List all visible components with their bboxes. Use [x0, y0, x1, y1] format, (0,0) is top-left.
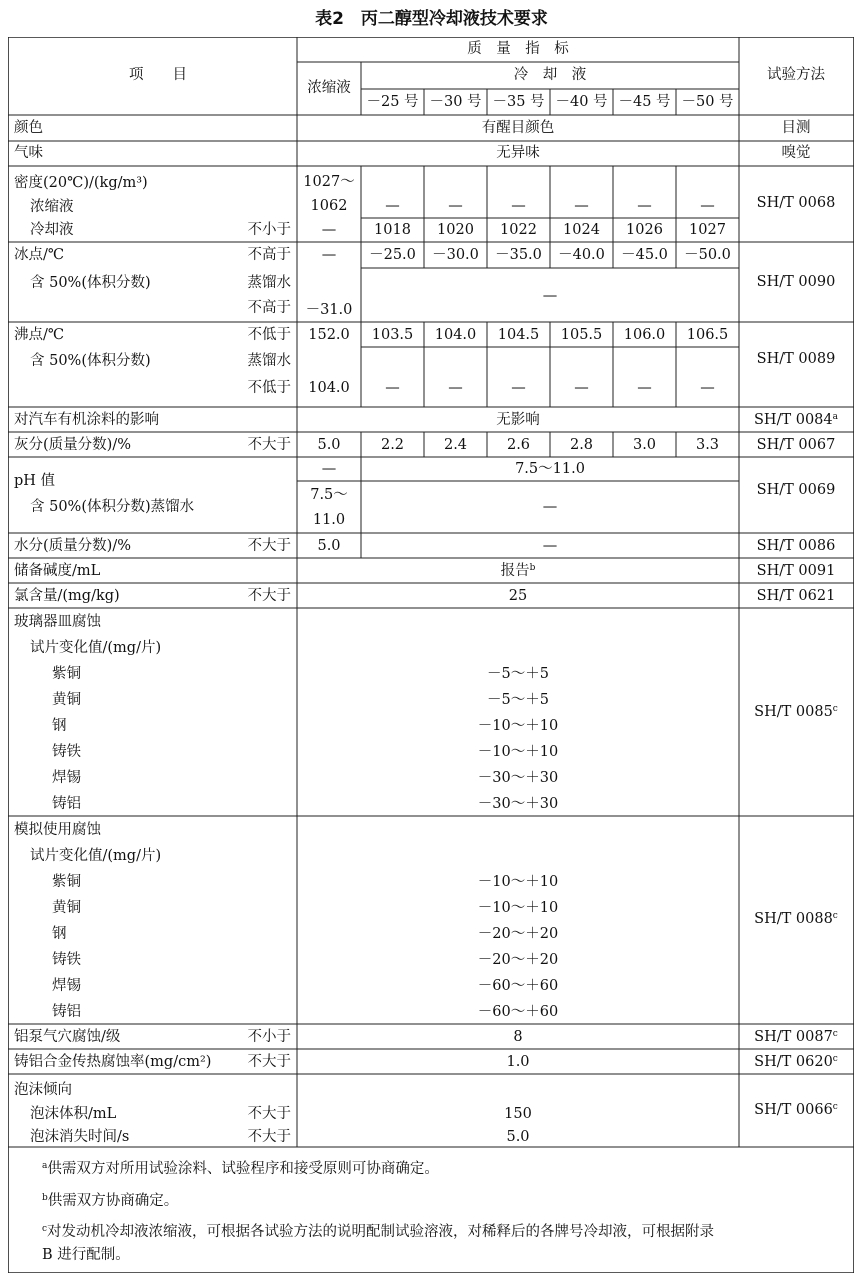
cell-value: 104.0 — [308, 380, 350, 396]
row-label: 氯含量/(mg/kg) — [14, 588, 120, 604]
qualifier: 不高于 — [247, 247, 291, 263]
cell-value: 1022 — [500, 222, 537, 238]
cell-value: 5.0 — [317, 437, 341, 453]
row-label: 模拟使用腐蚀 — [14, 822, 101, 838]
row-label: 颜色 — [14, 120, 43, 136]
cell-value: －20～＋20 — [477, 926, 559, 942]
row-sublabel: 含 50%(体积分数) — [30, 275, 151, 291]
row-sublabel: 冷却液 — [30, 222, 74, 238]
metal-label: 铸铁 — [52, 952, 81, 968]
metal-label: 黄铜 — [52, 900, 81, 916]
footnote-a — [42, 1160, 439, 1178]
row-sublabel: 泡沫体积/mL — [30, 1106, 117, 1122]
cell-value: — — [448, 380, 463, 396]
method-cell: SH/T 0089 — [756, 351, 836, 367]
metal-label: 铸铁 — [52, 744, 81, 760]
cell-value: 1.0 — [506, 1054, 530, 1070]
header-coolant: 冷 却 液 — [513, 67, 587, 83]
cell-value: 1027～ — [303, 174, 355, 190]
cell-value: — — [574, 380, 589, 396]
cell-value: — — [321, 247, 337, 263]
cell-value: — — [321, 222, 337, 238]
qualifier: 不高于 — [247, 300, 291, 316]
footnote-text: 对发动机冷却液浓缩液，可根据各试验方法的说明配制试验溶液，对稀释后的各牌号冷却液，可根据附录 — [47, 1224, 715, 1240]
footnote-text: B 进行配制。 — [42, 1247, 130, 1263]
qualifier: 不大于 — [247, 538, 291, 554]
cell-value: －10～＋10 — [477, 744, 559, 760]
row-label: 水分(质量分数)/% — [14, 538, 131, 554]
cell-value: 3.0 — [632, 437, 657, 453]
cell-value: 1062 — [310, 198, 348, 214]
cell-value: — — [511, 380, 526, 396]
cell-value: 5.0 — [317, 538, 341, 554]
footnote-b — [42, 1192, 178, 1210]
method-cell: SH/T 0086 — [756, 538, 836, 554]
cell-value: 103.5 — [371, 327, 414, 343]
cell-value: — — [637, 380, 652, 396]
cell-value: 104.5 — [497, 327, 540, 343]
cell-value: 2.4 — [443, 437, 468, 453]
qualifier: 不大于 — [247, 437, 291, 453]
method-cell: SH/T 0090 — [756, 274, 836, 290]
cell-value: －10～＋10 — [477, 874, 559, 890]
cell-value: 报告$^b$ — [500, 563, 536, 579]
metal-label: 钢 — [52, 926, 67, 942]
row-label: 沸点/℃ — [14, 327, 65, 343]
header-quality: 质 量 指 标 — [467, 41, 569, 57]
header-grade: －35 号 — [492, 94, 545, 110]
cell-value: 1018 — [374, 222, 411, 238]
footnote-c — [42, 1223, 714, 1241]
header-method: 试验方法 — [767, 67, 825, 83]
method-cell: SH/T 0084$^a$ — [753, 412, 839, 428]
cell-value: 152.0 — [308, 327, 350, 343]
cell-value: 1027 — [689, 222, 726, 238]
cell-value: －45.0 — [621, 247, 668, 263]
cell-value: －40.0 — [558, 247, 605, 263]
row-label: pH 值 — [14, 473, 56, 489]
qualifier: 不大于 — [247, 1054, 291, 1070]
cell-value: －60～＋60 — [477, 1004, 559, 1020]
cell-value: — — [385, 380, 400, 396]
header-grade: －50 号 — [681, 94, 734, 110]
row-sublabel: 浓缩液 — [30, 199, 74, 215]
metal-label: 紫铜 — [52, 874, 81, 890]
qualifier: 不大于 — [247, 1106, 291, 1122]
metal-label: 铸铝 — [52, 796, 81, 812]
cell-value: — — [700, 198, 715, 214]
cell-value: 2.2 — [380, 437, 405, 453]
table-title: 表2 丙二醇型冷却液技术要求 — [315, 9, 548, 29]
qualifier: 蒸馏水 — [247, 275, 291, 291]
header-grade: －40 号 — [555, 94, 608, 110]
cell-value: 1024 — [563, 222, 600, 238]
cell-value: －30～＋30 — [477, 796, 559, 812]
cell-value: 无异味 — [496, 145, 540, 161]
cell-value: 1026 — [626, 222, 663, 238]
cell-value: －31.0 — [305, 302, 353, 318]
method-cell: SH/T 0067 — [756, 437, 836, 453]
method-cell: SH/T 0087$^c$ — [754, 1029, 838, 1045]
cell-value: 2.6 — [506, 437, 531, 453]
header-grade: －30 号 — [429, 94, 482, 110]
cell-value: 11.0 — [312, 512, 346, 528]
cell-value: 有醒目颜色 — [481, 120, 555, 136]
method-cell: SH/T 0088$^c$ — [754, 911, 838, 927]
cell-value: 106.0 — [623, 327, 666, 343]
method-cell: SH/T 0620$^c$ — [754, 1054, 838, 1070]
qualifier: 不大于 — [247, 588, 291, 604]
cell-value: －5～＋5 — [487, 692, 549, 708]
qualifier: 不小于 — [247, 222, 291, 238]
cell-value: －30.0 — [432, 247, 479, 263]
row-label: 密度(20℃)/(kg/m³) — [14, 175, 148, 191]
cell-value: — — [700, 380, 715, 396]
method-cell: SH/T 0066$^c$ — [754, 1102, 838, 1118]
cell-value: 7.5～ — [310, 487, 348, 503]
header-grade: －45 号 — [618, 94, 671, 110]
row-sublabel: 泡沫消失时间/s — [30, 1129, 130, 1145]
cell-value: 3.3 — [695, 437, 720, 453]
row-label: 玻璃器皿腐蚀 — [14, 614, 101, 630]
row-label: 铝泵气穴腐蚀/级 — [14, 1029, 121, 1045]
cell-value: 8 — [513, 1029, 523, 1045]
cell-value: — — [542, 288, 558, 304]
cell-value: 2.8 — [569, 437, 594, 453]
row-sublabel: 试片变化值/(mg/片) — [30, 640, 162, 656]
cell-value: 25 — [508, 588, 528, 604]
method-cell: SH/T 0069 — [756, 482, 836, 498]
cell-value: 150 — [504, 1106, 532, 1122]
metal-label: 紫铜 — [52, 666, 81, 682]
cell-value: －35.0 — [495, 247, 542, 263]
row-sublabel: 含 50%(体积分数)蒸馏水 — [30, 499, 195, 515]
cell-value: 105.5 — [560, 327, 603, 343]
metal-label: 黄铜 — [52, 692, 81, 708]
method-cell: 嗅觉 — [781, 145, 811, 161]
cell-value: －60～＋60 — [477, 978, 559, 994]
row-sublabel: 含 50%(体积分数) — [30, 353, 151, 369]
row-label: 铸铝合金传热腐蚀率(mg/cm²) — [14, 1054, 212, 1070]
method-cell: SH/T 0085$^c$ — [754, 704, 838, 720]
header-grade: －25 号 — [366, 94, 419, 110]
row-label: 气味 — [14, 145, 43, 161]
qualifier: 不低于 — [247, 327, 291, 343]
cell-value: 104.0 — [434, 327, 477, 343]
metal-label: 焊锡 — [52, 978, 81, 994]
cell-value: — — [385, 198, 400, 214]
cell-value: — — [637, 198, 652, 214]
cell-value: — — [448, 198, 463, 214]
cell-value: 1020 — [437, 222, 474, 238]
cell-value: －50.0 — [684, 247, 731, 263]
footnote-mark: b — [42, 1193, 48, 1203]
cell-value: －5～＋5 — [487, 666, 549, 682]
cell-value: 无影响 — [496, 412, 540, 428]
cell-value: －25.0 — [369, 247, 416, 263]
cell-value: －10～＋10 — [477, 718, 559, 734]
footnote-text: 供需双方对所用试验涂料、试验程序和接受原则可协商确定。 — [47, 1161, 439, 1177]
footnote-mark: c — [42, 1224, 48, 1234]
header-concentrate: 浓缩液 — [307, 80, 351, 96]
cell-value: 5.0 — [506, 1129, 530, 1145]
cell-value: — — [542, 499, 558, 515]
header-item: 项 目 — [129, 67, 187, 83]
footnote-mark: a — [42, 1161, 48, 1171]
qualifier: 不小于 — [247, 1029, 291, 1045]
qualifier: 不大于 — [247, 1129, 291, 1145]
cell-value: －20～＋20 — [477, 952, 559, 968]
metal-label: 钢 — [52, 718, 67, 734]
method-cell: SH/T 0621 — [756, 588, 836, 604]
method-cell: SH/T 0068 — [756, 195, 836, 211]
row-label: 泡沫倾向 — [14, 1082, 72, 1098]
metal-label: 铸铝 — [52, 1004, 81, 1020]
cell-value: －10～＋10 — [477, 900, 559, 916]
row-label: 灰分(质量分数)/% — [14, 437, 131, 453]
metal-label: 焊锡 — [52, 770, 81, 786]
cell-value: 7.5～11.0 — [515, 461, 585, 477]
row-label: 储备碱度/mL — [14, 563, 101, 579]
cell-value: 106.5 — [686, 327, 729, 343]
footnote-text: 供需双方协商确定。 — [47, 1193, 179, 1209]
qualifier: 蒸馏水 — [247, 353, 291, 369]
cell-value: — — [321, 461, 337, 477]
footnote-c-cont — [42, 1246, 130, 1264]
cell-value: －30～＋30 — [477, 770, 559, 786]
method-cell: SH/T 0091 — [756, 563, 836, 579]
row-label: 对汽车有机涂料的影响 — [14, 412, 159, 428]
cell-value: — — [511, 198, 526, 214]
cell-value: — — [574, 198, 589, 214]
qualifier: 不低于 — [247, 380, 291, 396]
cell-value: — — [542, 538, 558, 554]
row-label: 冰点/℃ — [14, 247, 65, 263]
row-sublabel: 试片变化值/(mg/片) — [30, 848, 162, 864]
method-cell: 目测 — [781, 120, 811, 136]
